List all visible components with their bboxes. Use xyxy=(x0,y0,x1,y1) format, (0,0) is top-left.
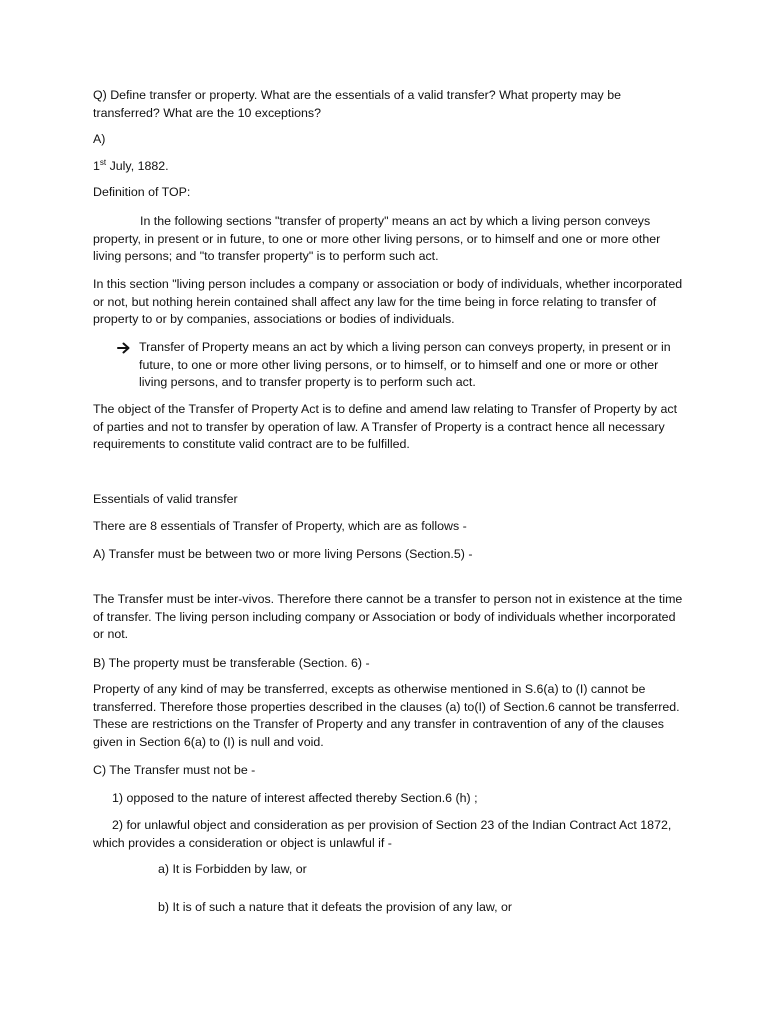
date-day: 1 xyxy=(93,159,100,173)
date-rest: July, 1882. xyxy=(106,159,169,173)
right-arrow-icon xyxy=(117,339,133,361)
date-ordinal: st xyxy=(99,157,107,167)
essentials-intro: There are 8 essentials of Transfer of Property, which are as follows - xyxy=(93,519,467,533)
item-c-point-2: 2) for unlawful object and consideration as per provision of Section 23 of the Indian Contract Act 1872, which provides a consideration or object is unlawful if - xyxy=(93,818,672,850)
arrow-bullet-text: Transfer of Property means an act by which a living person can conveys property, in present or in future, to one or more other living persons, or to himself, or to himself and one or more or other living persons, and to transfer property is to perform such act. xyxy=(139,340,671,390)
item-c-2-sub-a: a) It is Forbidden by law, or xyxy=(158,862,307,876)
answer-label: A) xyxy=(93,132,106,146)
living-person-paragraph: In this section "living person includes a company or association or body of individuals, whether incorporated or not, but nothing herein contained shall affect any law for the time being in force relating to transfer of property to or by companies, associations or bodies of individuals. xyxy=(93,277,683,327)
item-a-heading: A) Transfer must be between two or more living Persons (Section.5) - xyxy=(93,547,473,561)
arrow-bullet-item xyxy=(117,339,677,392)
question-text: Q) Define transfer or property. What are the essentials of a valid transfer? What property may be transferred? What are the 10 exceptions? xyxy=(93,88,621,120)
item-b-paragraph: Property of any kind of may be transferred, excepts as otherwise mentioned in S.6(a) to (I) cannot be transferred. Therefore those properties described in the clauses (a) to(I) of Section.6 cannot be transferred. These are restrictions on the Transfer of Property and any transfer in contravention of any of the clauses given in Section 6(a) to (I) is null and void. xyxy=(93,682,680,749)
definition-paragraph: In the following sections "transfer of property" means an act by which a living person conveys property, in present or in future, to one or more other living persons, or to himself and one or more other living persons; and "to transfer property" is to perform such act. xyxy=(93,214,661,264)
item-c-2-sub-b: b) It is of such a nature that it defeats the provision of any law, or xyxy=(158,900,513,914)
definition-heading: Definition of TOP: xyxy=(93,185,191,199)
item-c-point-1: 1) opposed to the nature of interest affected thereby Section.6 (h) ; xyxy=(112,791,478,805)
essentials-heading: Essentials of valid transfer xyxy=(93,492,238,506)
enactment-date xyxy=(93,158,683,176)
item-a-paragraph: The Transfer must be inter-vivos. Therefore there cannot be a transfer to person not in existence at the time of transfer. The living person including company or Association or body of individuals whether incorporated or not. xyxy=(93,592,683,642)
object-paragraph: The object of the Transfer of Property Act is to define and amend law relating to Transfer of Property by act of parties and not to transfer by operation of law. A Transfer of Property is a contract hence all necessary requirements to constitute valid contract are to be fulfilled. xyxy=(93,402,678,452)
item-b-heading: B) The property must be transferable (Section. 6) - xyxy=(93,656,370,670)
item-c-heading: C) The Transfer must not be - xyxy=(93,763,256,777)
